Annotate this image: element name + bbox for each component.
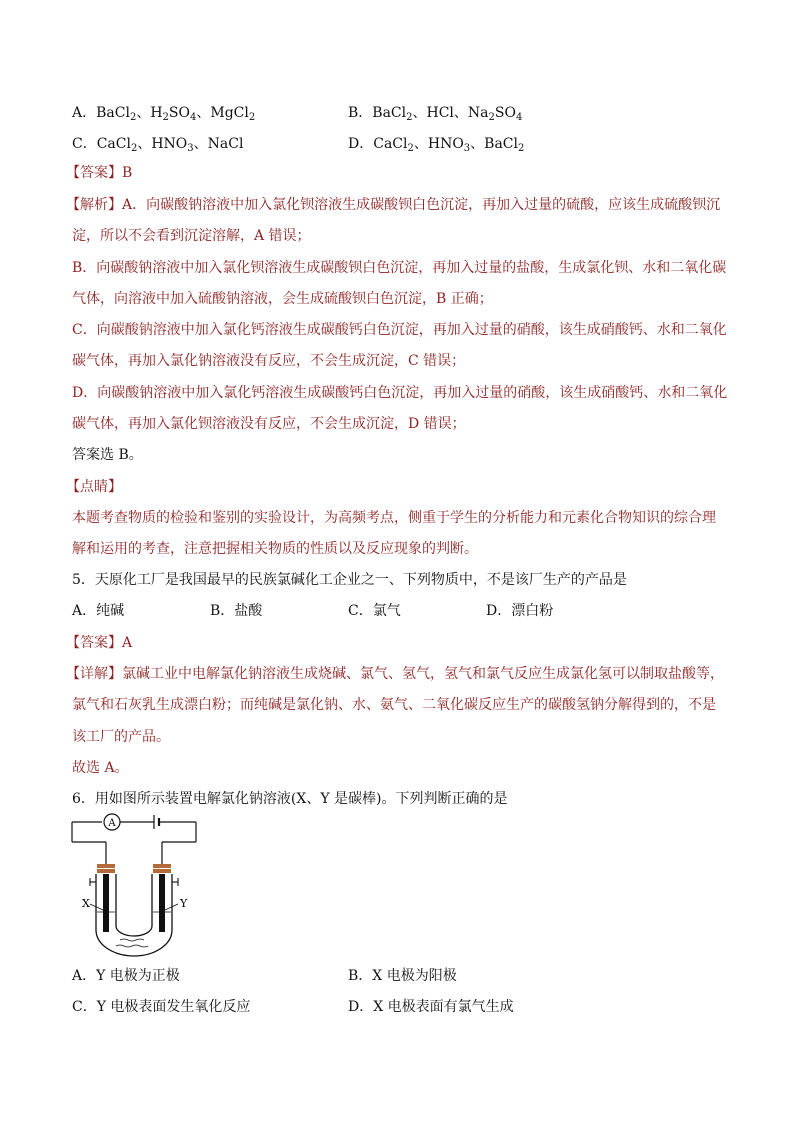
q5-stem: 5．天原化工厂是我国最早的民族氯碱化工企业之一、下列物质中，不是该厂生产的产品是 (72, 572, 627, 588)
q5-option-d: D．漂白粉 (486, 603, 554, 619)
q4-comment-line-2: 解和运用的考查，注意把握相关物质的性质以及反应现象的判断。 (72, 541, 478, 557)
q4-analysis-line-2: 淀，所以不会看到沉淀溶解，A 错误； (72, 228, 311, 244)
q4-option-b: B．BaCl$_2$、HCl、$Na_2SO_4$ (348, 105, 523, 123)
q4-analysis-line-5: C．向碳酸钠溶液中加入氯化钙溶液生成碳酸钙白色沉淀，再加入过量的硝酸，该生成硝酸钙、水和二氧化 (72, 322, 727, 338)
q6-option-c: C．Y 电极表面发生氧化反应 (72, 999, 251, 1015)
carbon-electrode-x (103, 874, 109, 932)
q4-option-a: A．BaCl$_2$、$H_2SO_4$、MgCl$_2$ (72, 105, 256, 123)
q4-analysis-line-3: B．向碳酸钠溶液中加入氯化钡溶液生成碳酸钡白色沉淀，再加入过量的盐酸，生成氯化钡、水和二氧化碳 (72, 260, 727, 276)
q4-analysis-line-6: 碳气体，再加入氯化钠溶液没有反应，不会生成沉淀，C 错误； (72, 353, 466, 369)
q5-conclusion: 故选 A。 (72, 760, 129, 776)
carbon-electrode-y (159, 874, 165, 932)
solution-wave (120, 939, 144, 941)
q5-option-c: C．氯气 (348, 603, 401, 619)
stopper (97, 864, 115, 868)
q5-detail-line-3: 该工厂的产品。 (72, 729, 170, 745)
stopper (97, 869, 115, 873)
q4-conclusion: 答案选 B。 (72, 447, 143, 463)
q5-answer: 【答案】A (66, 635, 133, 651)
q6-stem: 6．用如图所示装置电解氯化钠溶液(X、Y 是碳棒)。下列判断正确的是 (72, 791, 508, 807)
u-tube-inner (116, 874, 152, 936)
q4-comment-tag: 【点睛】 (66, 479, 122, 495)
electrode-y-label: Y (180, 897, 188, 910)
q4-option-c: C．CaCl$_2$、$HNO_3$、NaCl (72, 136, 244, 154)
q4-analysis-line-8: 碳气体，再加入氯化钡溶液没有反应，不会生成沉淀，D 错误； (72, 416, 466, 432)
q4-analysis-line-4: 气体，向溶液中加入硫酸钠溶液，会生成硫酸钡白色沉淀，B 正确； (72, 291, 493, 307)
q4-comment-line-1: 本题考查物质的检验和鉴别的实验设计，为高频考点，侧重于学生的分析能力和元素化合物知识的综合理 (72, 510, 716, 526)
q5-detail-line-2: 氯气和石灰乳生成漂白粉；而纯碱是氯化钠、水、氨气、二氧化碳反应生产的碳酸氢钠分解得到的，不是 (72, 697, 716, 713)
ammeter-label: A (108, 818, 116, 829)
solution-wave (116, 945, 148, 947)
q4-answer: 【答案】B (66, 165, 133, 181)
q4-analysis-line-7: D．向碳酸钠溶液中加入氯化钙溶液生成碳酸钙白色沉淀，再加入过量的硝酸，该生成硝酸钙、水和二氧化 (72, 385, 728, 401)
electrode-x-label: X (82, 897, 90, 910)
stopper (153, 869, 171, 873)
q5-option-b: B．盐酸 (210, 603, 263, 619)
q5-option-a: A．纯碱 (72, 603, 125, 619)
q6-option-a: A．Y 电极为正极 (72, 968, 180, 984)
stopper (153, 864, 171, 868)
q4-option-d: D．CaCl$_2$、$HNO_3$、BaCl$_2$ (348, 136, 525, 154)
q6-option-b: B．X 电极为阳极 (348, 968, 457, 984)
q4-analysis-line-1: 【解析】A．向碳酸钠溶液中加入氯化钡溶液生成碳酸钡白色沉淀，再加入过量的硫酸，应该生成硫酸钡沉 (66, 197, 721, 213)
electrolysis-apparatus-figure (66, 812, 206, 960)
q5-detail-line-1: 【详解】氯碱工业中电解氯化钠溶液生成烧碱、氯气、氢气，氢气和氯气反应生成氯化氢可以制取盐酸等， (66, 666, 724, 682)
q6-option-d: D．X 电极表面有氯气生成 (348, 999, 514, 1015)
